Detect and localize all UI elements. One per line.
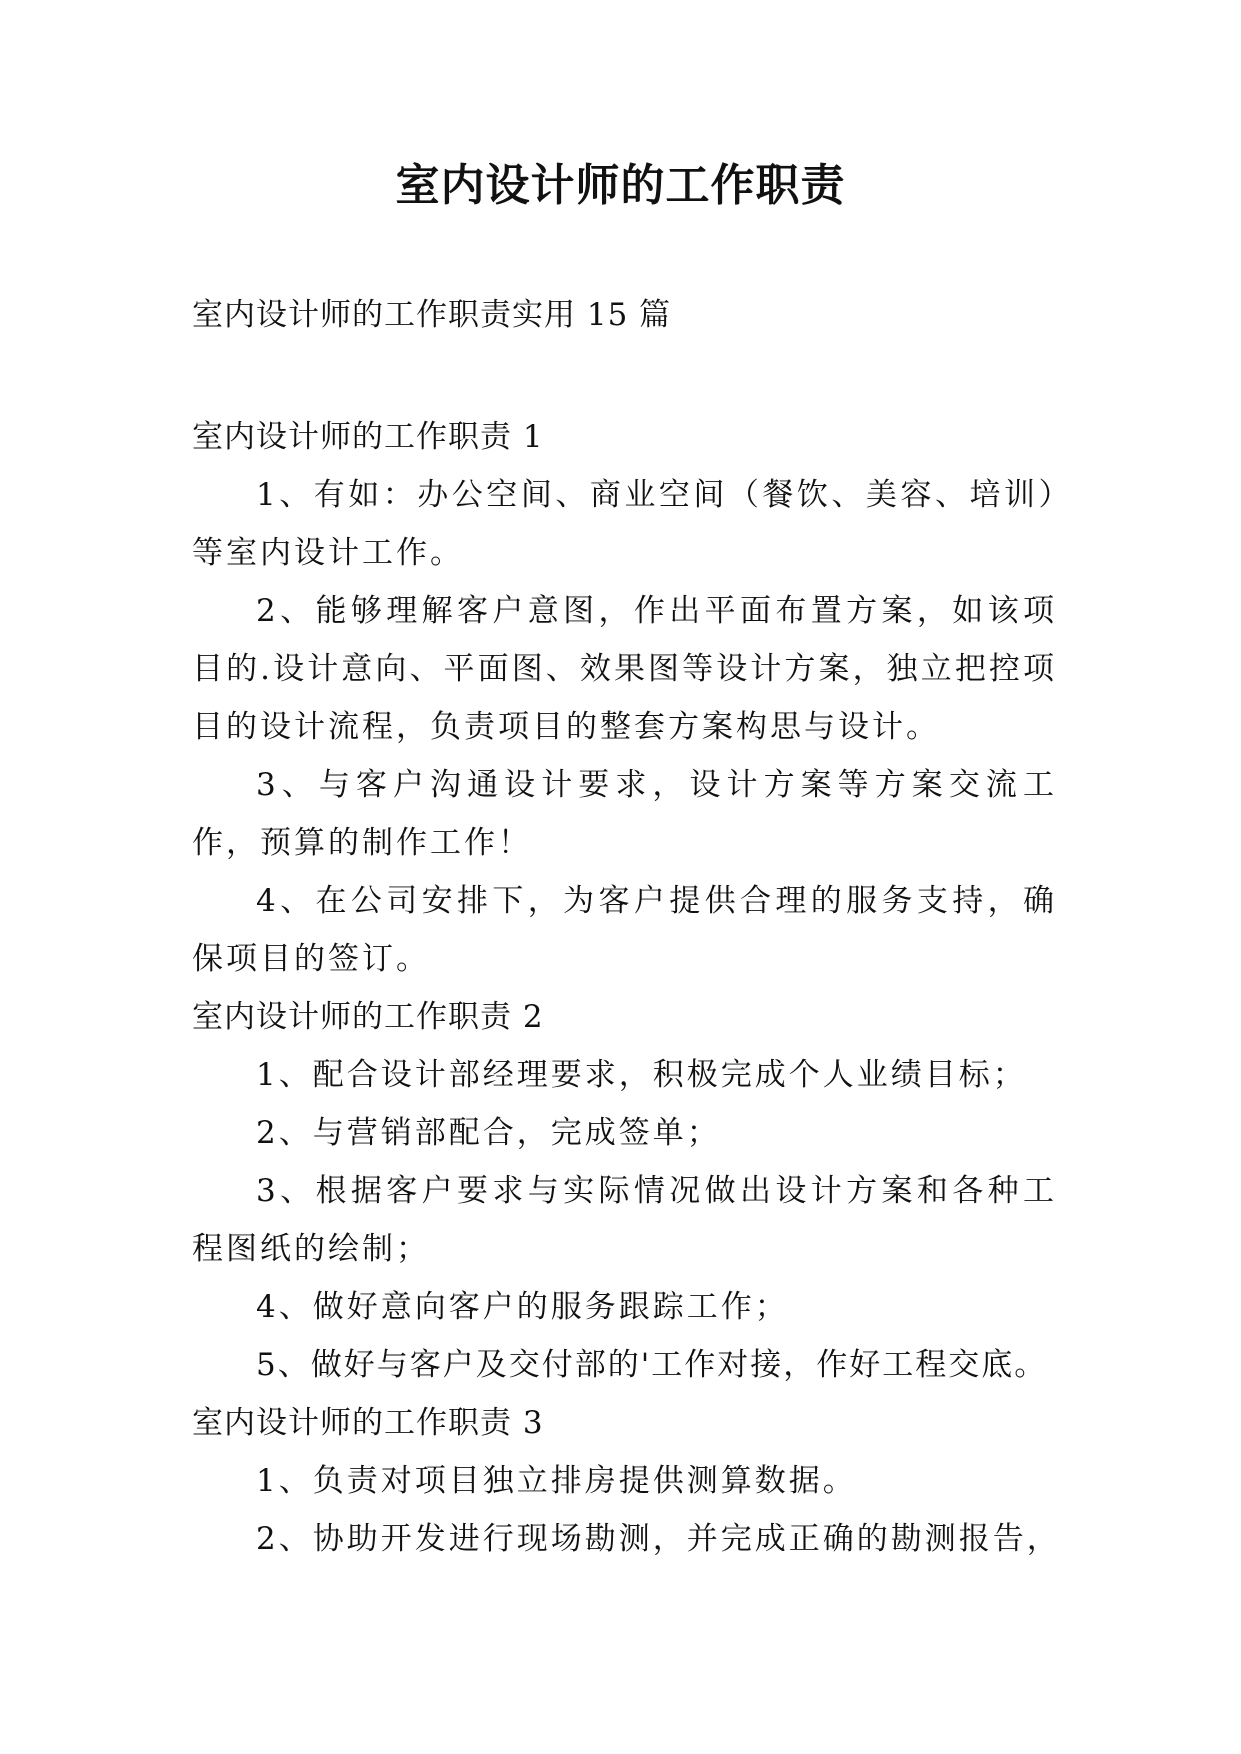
section-1-item-2: 2、能够理解客户意图，作出平面布置方案，如该项目的.设计意向、平面图、效果图等设计方案，独立把控项目的设计流程，负责项目的整套方案构思与设计。 (192, 593, 1057, 745)
section-1-item-4: 4、在公司安排下，为客户提供合理的服务支持，确保项目的签订。 (192, 883, 1057, 977)
section-2-item-1: 1、配合设计部经理要求，积极完成个人业绩目标； (256, 1057, 1027, 1093)
document-title: 室内设计师的工作职责 (395, 160, 846, 211)
document-body (192, 408, 1061, 1568)
section-1-item-3: 3、与客户沟通设计要求，设计方案等方案交流工作，预算的制作工作！ (192, 767, 1057, 861)
section-heading-2: 室内设计师的工作职责 2 (192, 999, 544, 1035)
section-2-item-4: 4、做好意向客户的服务跟踪工作； (256, 1289, 789, 1325)
section-3-item-2: 2、协助开发进行现场勘测，并完成正确的勘测报告， (256, 1521, 1061, 1557)
section-heading-1: 室内设计师的工作职责 1 (192, 419, 544, 455)
section-2-item-5: 5、做好与客户及交付部的'工作对接，作好工程交底。 (256, 1347, 1048, 1383)
document-subtitle: 室内设计师的工作职责实用 15 篇 (192, 297, 672, 333)
section-2-item-3: 3、根据客户要求与实际情况做出设计方案和各种工程图纸的绘制； (192, 1173, 1057, 1267)
section-2-item-2: 2、与营销部配合，完成签单； (256, 1115, 721, 1151)
section-heading-3: 室内设计师的工作职责 3 (192, 1405, 544, 1441)
section-3-item-1: 1、负责对项目独立排房提供测算数据。 (256, 1463, 857, 1499)
section-1-item-1: 1、有如：办公空间、商业空间（餐饮、美容、培训）等室内设计工作。 (192, 477, 1057, 571)
